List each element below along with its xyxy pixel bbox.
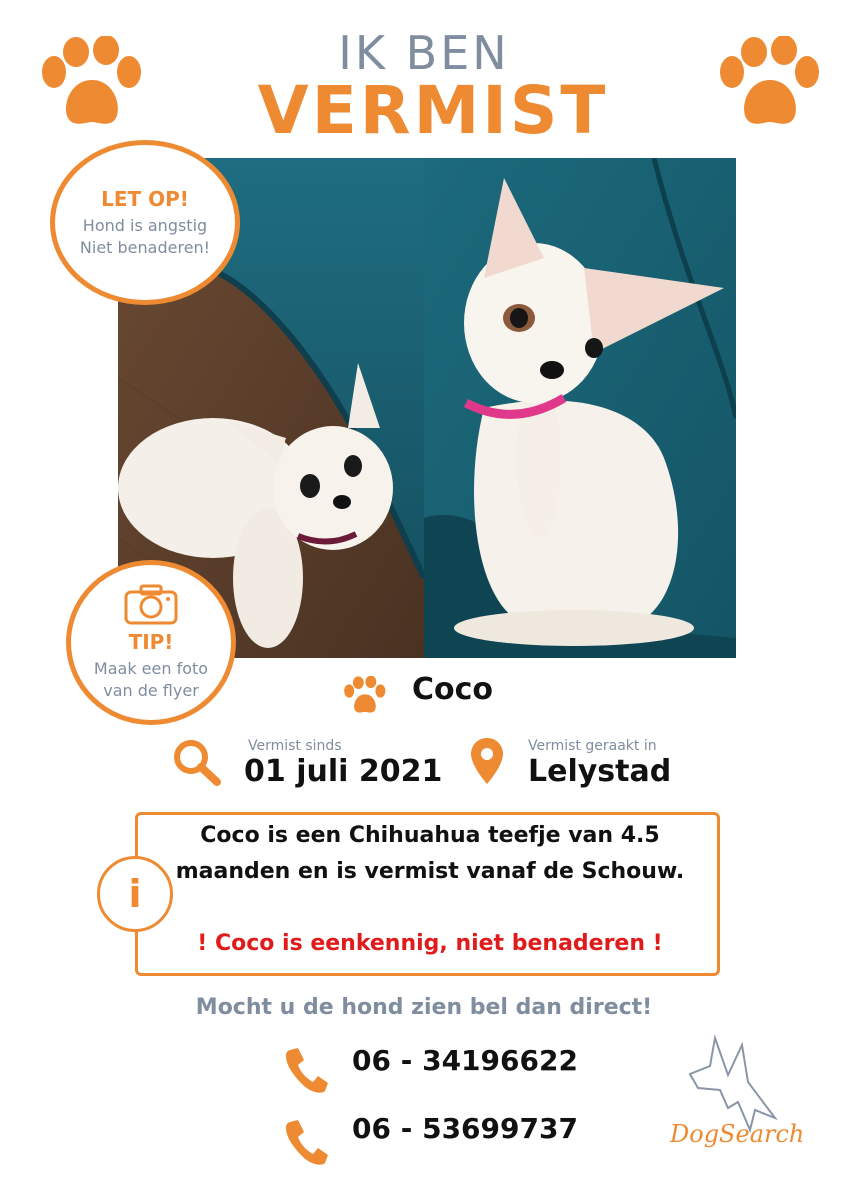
page-title: VERMIST xyxy=(257,72,609,149)
tip-line1: Maak een foto xyxy=(93,658,209,678)
paw-icon xyxy=(342,676,388,716)
location-pin-icon xyxy=(470,736,504,786)
dog-name: Coco xyxy=(412,672,494,707)
phone-icon xyxy=(282,1118,328,1166)
call-to-action: Mocht u de hond zien bel dan direct! xyxy=(195,995,653,1020)
header-line1: IK BEN xyxy=(338,26,510,80)
tip-line2: van de flyer xyxy=(103,680,199,700)
tip-title: TIP! xyxy=(128,629,174,654)
missing-since-value: 01 juli 2021 xyxy=(244,754,443,789)
warning-callout xyxy=(50,140,240,305)
camera-icon xyxy=(123,584,179,626)
brand-logo: DogSearch xyxy=(670,1120,805,1148)
description-warning: ! Coco is eenkennig, niet benaderen ! xyxy=(197,931,663,956)
warning-title: LET OP! xyxy=(101,186,189,211)
warning-line1: Hond is angstig xyxy=(82,215,208,235)
phone-number-2[interactable]: 06 - 53699737 xyxy=(352,1112,578,1145)
dog-photo-right xyxy=(424,158,736,658)
warning-line2: Niet benaderen! xyxy=(79,237,211,257)
tip-callout xyxy=(66,560,236,725)
missing-since-label: Vermist sinds xyxy=(248,738,342,754)
missing-location-label: Vermist geraakt in xyxy=(528,738,657,754)
phone-number-1[interactable]: 06 - 34196622 xyxy=(352,1044,578,1077)
description-text: Coco is een Chihuahua teefje van 4.5 maanden en is vermist vanaf de Schouw. xyxy=(175,823,685,884)
missing-location-value: Lelystad xyxy=(528,754,672,789)
info-icon: i xyxy=(97,856,173,932)
phone-icon xyxy=(282,1046,328,1094)
search-icon xyxy=(172,738,222,786)
